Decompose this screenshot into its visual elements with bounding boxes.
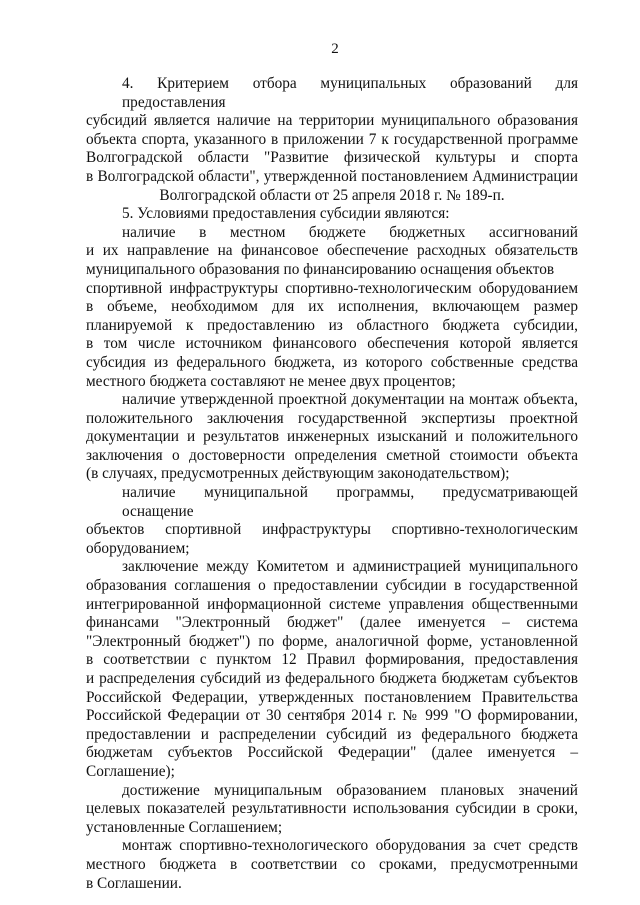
text-line: оборудованием; [86,539,190,557]
text-line: в том числе источником финансового обеспечения которой является [86,335,578,353]
text-line: наличие утвержденной проектной документации на монтаж объекта, [122,391,578,409]
text-line: интегрированной информационной системе управления общественными [86,595,578,613]
paragraph-condition-budget [86,224,578,391]
text-line: (в случаях, предусмотренных действующим законодательством); [86,465,510,483]
text-line: "Электронный бюджет") по форме, аналогичной форме, установленной [86,632,578,650]
text-line: объектов спортивной инфраструктуры спортивно-технологическим [86,521,578,539]
paragraph-condition-indicators [86,782,578,838]
text-line: Российской Федерации от 30 сентября 2014 г. № 999 "О формировании, [86,707,578,725]
text-line: установленные Соглашением; [86,818,283,836]
text-line: финансами "Электронный бюджет" (далее именуется – система [86,614,578,632]
text-line: местного бюджета составляют не менее двух процентов; [86,372,456,390]
paragraph-condition-documentation [86,391,578,484]
text-line: в объеме, необходимом для их исполнения, включающем размер [86,298,578,316]
text-line: планируемой к предоставлению из областного бюджета субсидии, [86,316,578,334]
paragraph-condition-installation [86,837,578,893]
text-line: в Соглашении. [86,874,182,892]
text-line: в Волгоградской области", утвержденной постановлением Администрации [86,167,578,185]
text-line: документации и результатов инженерных изысканий и положительного [86,428,578,446]
text-line: наличие в местном бюджете бюджетных ассигнований [122,223,578,241]
page-number: 2 [331,41,339,57]
text-line: муниципального образования по финансированию оснащения объектов [86,260,555,278]
text-line: субсидий является наличие на территории муниципального образования [86,112,578,130]
text-line: бюджетам субъектов Российской Федерации" (далее именуется – [86,744,578,762]
text-line: спортивной инфраструктуры спортивно-технологическим оборудованием [86,279,578,297]
text-line: образования соглашения о предоставлении субсидии в государственной [86,577,578,595]
text-line: достижение муниципальным образованием плановых значений [122,781,578,799]
text-line: Соглашение); [86,762,175,780]
text-line: 4. Критерием отбора муниципальных образований для предоставления [122,75,578,111]
text-line: предоставлении и распределении субсидий из федерального бюджета [86,725,578,743]
text-line: целевых показателей результативности использования субсидии в сроки, [86,800,578,818]
text-line: объекта спорта, указанного в приложении 7 к государственной программе [86,130,578,148]
paragraph-conditions-heading [86,205,578,224]
text-line: субсидия из федерального бюджета, из которого собственные средства [86,353,578,371]
paragraph-condition-program [86,484,578,558]
text-line: и их направление на финансовое обеспечение расходных обязательств [86,242,578,260]
text-line: Волгоградской области от 25 апреля 2018 г. № 189-п. [159,186,505,204]
text-line: 5. Условиями предоставления субсидии являются: [122,205,450,223]
paragraph-criterion [86,75,578,205]
text-line: монтаж спортивно-технологического оборудования за счет средств [122,837,578,855]
text-line: наличие муниципальной программы, предусматривающей оснащение [122,484,578,520]
text-line: в соответствии с пунктом 12 Правил формирования, предоставления [86,651,578,669]
text-line: Волгоградской области "Развитие физической культуры и спорта [86,149,578,167]
text-line: Российской Федерации, утвержденных постановлением Правительства [86,688,578,706]
text-line: заключение между Комитетом и администрацией муниципального [122,558,578,576]
text-line: положительного заключения государственной экспертизы проектной [86,409,578,427]
text-line: и распределения субсидий из федерального бюджета бюджетам субъектов [86,670,578,687]
paragraph-condition-agreement [86,558,578,781]
text-line: местного бюджета в соответствии со сроками, предусмотренными [86,855,578,873]
document-page [86,40,578,893]
text-line: заключения о достоверности определения сметной стоимости объекта [86,446,578,464]
